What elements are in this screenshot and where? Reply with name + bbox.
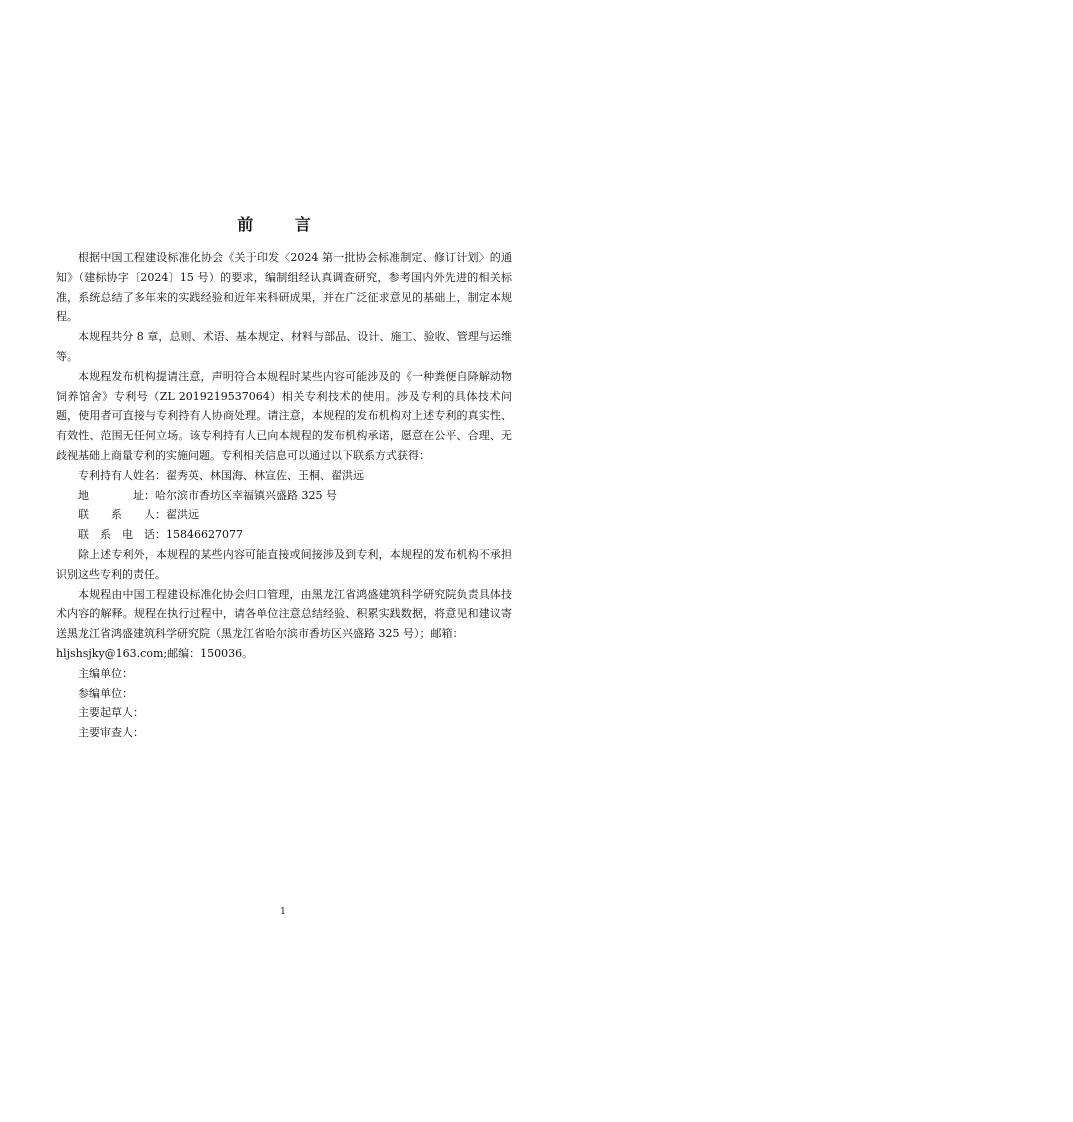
patent-phone-label: 联 系 电 话： [78, 528, 166, 542]
patent-contact-line [56, 505, 512, 525]
patent-phone-value: 15846627077 [166, 528, 243, 542]
paragraph-basis: 根据中国工程建设标准化协会《关于印发〈2024 第一批协会标准制定、修订计划〉的通知》（建标协字〔2024〕15 号）的要求，编制组经认真调查研究，参考国内外先进的相关标准，系统总结了多年来的实践经验和近年来科研成果，并在广泛征求意见的基础上，制定本规程。 [56, 251, 512, 324]
contact-email-line: hljshsjky@163.com;邮编：150036。 [56, 646, 254, 660]
patent-phone-line [56, 525, 512, 545]
patent-contact-value: 翟洪远 [166, 508, 199, 522]
main-drafters: 主要起草人： [78, 706, 144, 720]
paragraph-patent-notice: 本规程发布机构提请注意，声明符合本规程时某些内容可能涉及的《一种粪便自降解动物饲养馆舍》专利号（ZL 2019219537064）相关专利技术的使用。涉及专利的具体技术问题，使用者可直接与专利持有人协商处理。请注意，本规程的发布机构对上述专利的真实性、有效性、范围无任何立场。该专利持有人已向本规程的发布机构承诺，愿意在公平、合理、无歧视基础上商量专利的实施问题。专利相关信息可以通过以下联系方式获得： [56, 369, 512, 462]
patent-contact-label: 联 系 人： [78, 508, 166, 522]
paragraph-chapters: 本规程共分 8 章，总则、术语、基本规定、材料与部品、设计、施工、验收、管理与运维等。 [56, 330, 512, 363]
patent-holders: 专利持有人姓名：翟秀英、林国海、林宣佐、王桐、翟洪远 [78, 468, 364, 482]
patent-address-line [56, 486, 512, 506]
paragraph-other-patents: 除上述专利外，本规程的某些内容可能直接或间接涉及到专利，本规程的发布机构不承担识别这些专利的责任。 [56, 547, 512, 581]
paragraph-management: 本规程由中国工程建设标准化协会归口管理，由黑龙江省鸿盛建筑科学研究院负责具体技术内容的解释。规程在执行过程中，请各单位注意总结经验、积累实践数据，将意见和建议寄送黑龙江省鸿盛建筑科学研究院（黑龙江省哈尔滨市香坊区兴盛路 325 号）；邮箱： [56, 587, 512, 641]
main-reviewers: 主要审查人： [78, 726, 144, 740]
patent-address-value: 哈尔滨市香坊区幸福镇兴盛路 325 号 [155, 488, 337, 502]
participating-unit: 参编单位： [78, 686, 133, 700]
patent-address-label: 地 址： [78, 488, 155, 502]
document-body [56, 248, 512, 743]
page-title: 前 言 [237, 215, 329, 234]
chief-editor-unit: 主编单位： [78, 666, 133, 680]
page-number: 1 [280, 907, 286, 917]
